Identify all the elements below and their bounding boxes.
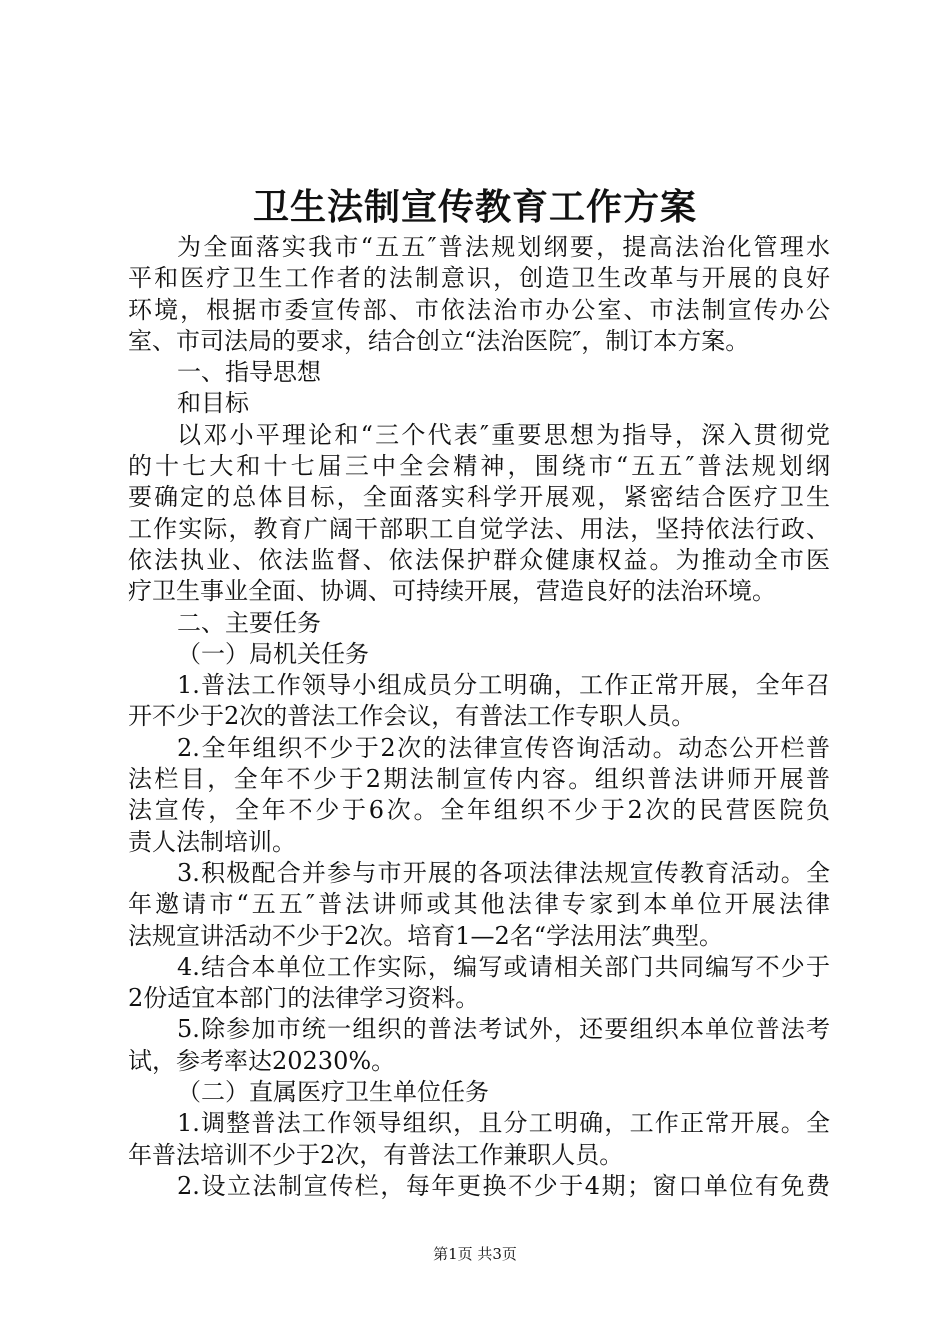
paragraph-line: 疗卫生事业全面、协调、可持续开展，营造良好的法治环境。	[128, 577, 776, 606]
paragraph-line: 室、市司法局的要求，结合创立“法治医院″，制订本方案。	[128, 326, 750, 355]
paragraph-line: 法规宣讲活动不少于2次。培育1—2名“学法用法″典型。	[128, 921, 724, 950]
paragraph-line: 1.调整普法工作领导组织，且分工明确，工作正常开展。全	[177, 1109, 830, 1138]
paragraph-line: 责人法制培训。	[128, 827, 296, 856]
paragraph-line: 2.设立法制宣传栏，每年更换不少于4期；窗口单位有免费	[177, 1171, 830, 1200]
paragraph-line: 的十七大和十七届三中全会精神，围绕市“五五″普法规划纲	[128, 452, 830, 481]
document-title: 卫生法制宣传教育工作方案	[252, 186, 697, 228]
paragraph-line: 以邓小平理论和“三个代表″重要思想为指导，深入贯彻党	[177, 420, 830, 449]
paragraph-line: 平和医疗卫生工作者的法制意识，创造卫生改革与开展的良好	[128, 264, 830, 293]
paragraph-line: 法栏目，全年不少于2期法制宣传内容。组织普法讲师开展普	[128, 765, 830, 794]
paragraph-line: 要确定的总体目标，全面落实科学开展观，紧密结合医疗卫生	[128, 483, 830, 512]
subsection-heading: （二）直属医疗卫生单位任务	[177, 1078, 489, 1107]
paragraph-line: 依法执业、依法监督、依法保护群众健康权益。为推动全市医	[128, 545, 830, 574]
document-body	[128, 232, 830, 1202]
section-heading: 和目标	[177, 389, 249, 418]
paragraph-line: 为全面落实我市“五五″普法规划纲要，提高法治化管理水	[177, 233, 830, 261]
section-heading: 二、主要任务	[177, 608, 321, 637]
page-number-footer: 第1页 共3页	[433, 1245, 517, 1263]
paragraph-line: 工作实际，教育广阔干部职工自觉学法、用法，坚持依法行政、	[128, 514, 830, 543]
paragraph-line: 3.积极配合并参与市开展的各项法律法规宣传教育活动。全	[177, 858, 830, 887]
paragraph-line: 试，参考率达20230%。	[128, 1046, 396, 1075]
paragraph-line: 法宣传，全年不少于6次。全年组织不少于2次的民营医院负	[128, 796, 830, 825]
paragraph-line: 环境，根据市委宣传部、市依法治市办公室、市法制宣传办公	[128, 295, 830, 324]
paragraph-line: 2.全年组织不少于2次的法律宣传咨询活动。动态公开栏普	[177, 733, 830, 762]
paragraph-line: 4.结合本单位工作实际，编写或请相关部门共同编写不少于	[177, 952, 830, 981]
paragraph-line: 5.除参加市统一组织的普法考试外，还要组织本单位普法考	[177, 1015, 830, 1044]
paragraph-line: 1.普法工作领导小组成员分工明确，工作正常开展，全年召	[177, 671, 830, 700]
paragraph-line: 年邀请市“五五″普法讲师或其他法律专家到本单位开展法律	[128, 890, 830, 919]
paragraph-line: 2份适宜本部门的法律学习资料。	[128, 984, 480, 1013]
section-heading: 一、指导思想	[177, 358, 321, 387]
paragraph-line: 年普法培训不少于2次，有普法工作兼职人员。	[128, 1140, 624, 1169]
paragraph-line: 开不少于2次的普法工作会议，有普法工作专职人员。	[128, 702, 696, 731]
subsection-heading: （一）局机关任务	[177, 639, 369, 668]
